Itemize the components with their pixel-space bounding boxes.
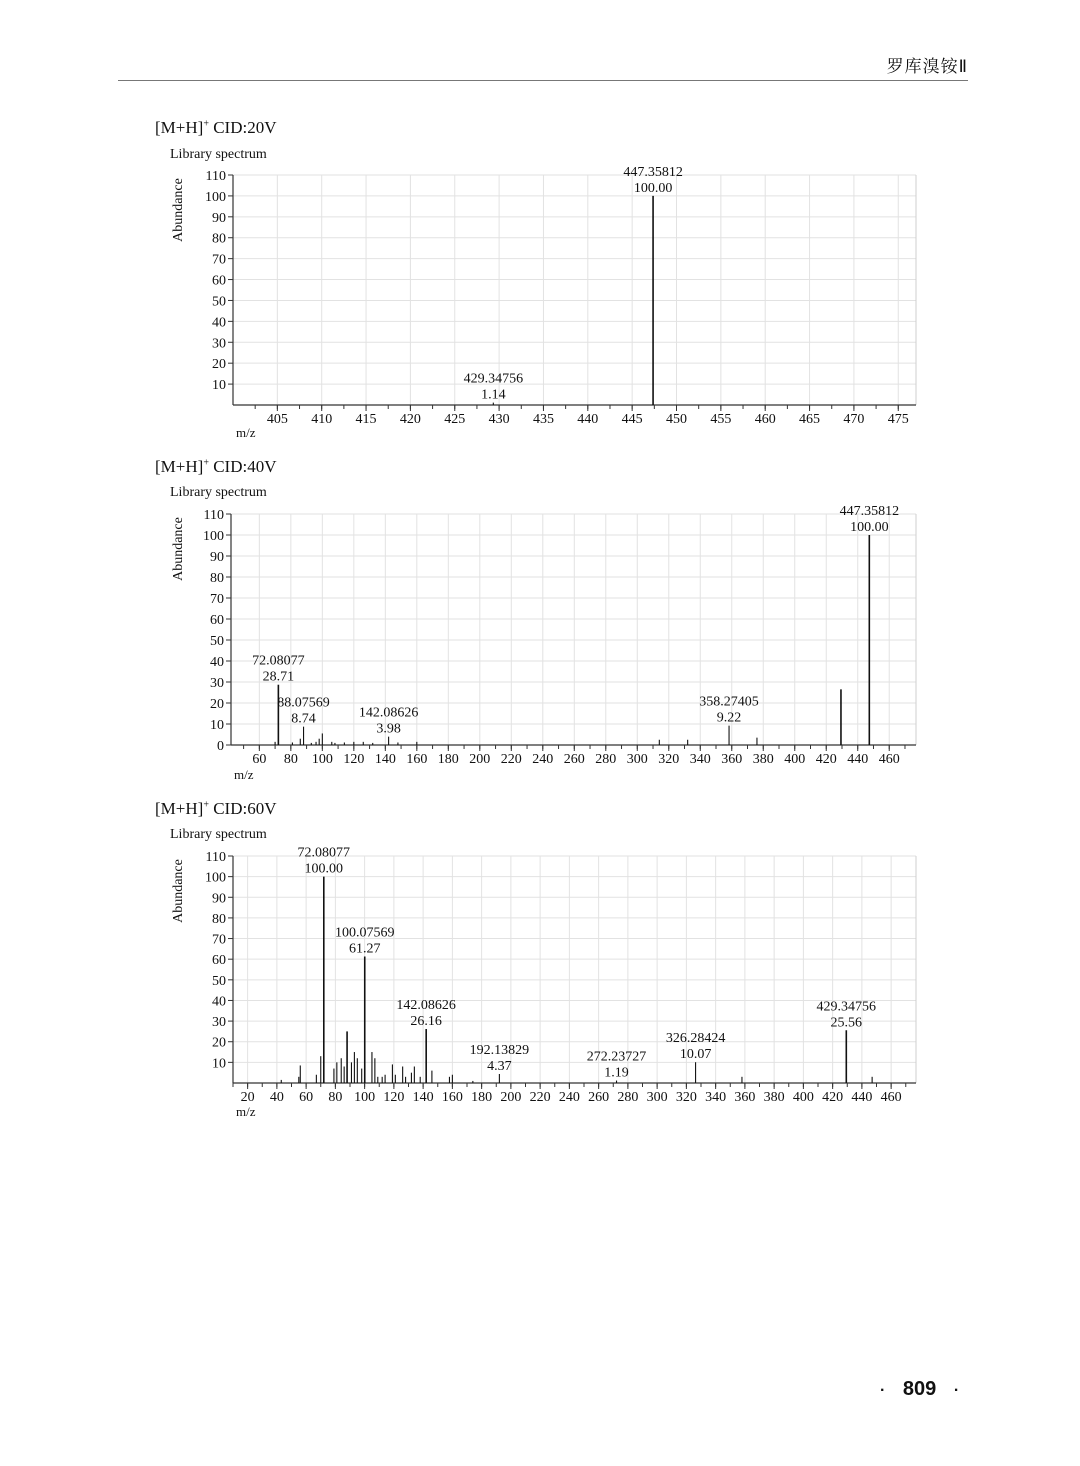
x-tick-label: 100 <box>311 752 333 767</box>
peak-mz-label: 100.07569 <box>334 925 395 941</box>
y-tick-label: 60 <box>212 953 226 969</box>
x-tick-label: 340 <box>705 1090 727 1105</box>
x-tick-label: 380 <box>752 752 774 767</box>
y-tick-label: 110 <box>205 850 226 865</box>
library-spectrum-label: Library spectrum <box>170 485 267 500</box>
x-tick-label: 420 <box>815 752 837 767</box>
x-tick-label: 320 <box>658 752 680 767</box>
x-tick-label: 440 <box>577 412 599 427</box>
y-tick-label: 40 <box>212 994 226 1010</box>
library-spectrum-label: Library spectrum <box>170 147 267 162</box>
y-tick-label: 40 <box>212 315 226 331</box>
footer-dot-left: · <box>880 1382 886 1399</box>
peak-abundance-label: 61.27 <box>348 941 381 957</box>
x-tick-label: 280 <box>617 1090 639 1105</box>
y-tick-label: 100 <box>205 870 226 886</box>
peak-mz-label: 429.34756 <box>463 371 524 387</box>
x-tick-label: 60 <box>299 1090 314 1105</box>
x-tick-label: 160 <box>406 752 428 767</box>
y-tick-label: 70 <box>210 592 224 607</box>
y-tick-label: 50 <box>212 294 226 310</box>
y-tick-label: 30 <box>210 676 224 691</box>
peak-abundance-label: 3.98 <box>376 721 401 737</box>
x-tick-label: 240 <box>558 1090 580 1105</box>
x-tick-label: 430 <box>488 412 510 427</box>
x-tick-label: 260 <box>588 1090 610 1105</box>
x-tick-label: 120 <box>343 752 365 767</box>
peak-mz-label: 326.28424 <box>665 1031 726 1047</box>
peak-abundance-label: 10.07 <box>679 1047 712 1063</box>
precursor-label: [M+H] <box>155 457 204 476</box>
x-tick-label: 360 <box>721 752 743 767</box>
x-tick-label: 440 <box>847 752 869 767</box>
peak-abundance-label: 100.00 <box>304 861 344 877</box>
x-tick-label: 20 <box>240 1090 255 1105</box>
peak-abundance-label: 26.16 <box>410 1014 442 1030</box>
x-tick-label: 455 <box>710 412 732 427</box>
cid-label: CID:20V <box>208 118 277 137</box>
library-spectrum-label: Library spectrum <box>170 827 267 842</box>
page-footer <box>880 1378 959 1401</box>
x-tick-label: 380 <box>763 1090 785 1105</box>
y-axis-label: Abundance <box>171 178 186 242</box>
y-tick-label: 20 <box>210 697 224 712</box>
x-axis-label: m/z <box>236 425 256 440</box>
y-axis-label: Abundance <box>171 517 186 581</box>
peak-abundance-label: 1.19 <box>604 1065 629 1081</box>
page-number: 809 <box>902 1378 937 1400</box>
running-header-title: 罗库溴铵Ⅱ <box>886 57 968 77</box>
peak-mz-label: 142.08626 <box>396 998 456 1014</box>
x-tick-label: 420 <box>822 1090 844 1105</box>
y-tick-label: 60 <box>212 273 226 289</box>
y-tick-label: 100 <box>205 189 226 205</box>
y-tick-label: 50 <box>210 634 224 649</box>
peak-abundance-label: 8.74 <box>291 711 316 727</box>
x-tick-label: 260 <box>563 752 585 767</box>
y-tick-label: 40 <box>210 655 224 670</box>
y-tick-label: 70 <box>212 252 226 268</box>
y-tick-label: 20 <box>212 357 226 373</box>
precursor-label: [M+H] <box>155 799 204 818</box>
y-tick-label: 0 <box>217 739 224 754</box>
y-axis-label: Abundance <box>171 859 186 923</box>
peak-abundance-label: 25.56 <box>830 1015 863 1031</box>
x-tick-label: 340 <box>689 752 711 767</box>
x-tick-label: 420 <box>399 412 421 427</box>
x-tick-label: 60 <box>252 752 267 767</box>
peak-abundance-label: 4.37 <box>487 1058 512 1074</box>
peak-mz-label: 447.35812 <box>623 164 683 180</box>
peak-abundance-label: 1.14 <box>481 387 506 403</box>
x-tick-label: 460 <box>878 752 900 767</box>
x-tick-label: 425 <box>444 412 466 427</box>
x-tick-label: 80 <box>283 752 298 767</box>
x-tick-label: 445 <box>621 412 643 427</box>
charge-sup: + <box>203 118 209 130</box>
x-tick-label: 160 <box>441 1090 463 1105</box>
x-tick-label: 240 <box>532 752 554 767</box>
peak-mz-label: 142.08626 <box>358 705 419 721</box>
y-tick-label: 90 <box>212 210 226 226</box>
charge-sup: + <box>203 799 209 811</box>
precursor-label: [M+H] <box>155 118 204 137</box>
y-tick-label: 80 <box>212 911 226 927</box>
x-tick-label: 360 <box>734 1090 756 1105</box>
x-tick-label: 410 <box>311 412 333 427</box>
y-tick-label: 90 <box>210 550 224 565</box>
x-tick-label: 200 <box>469 752 491 767</box>
peak-mz-label: 429.34756 <box>816 999 877 1015</box>
x-tick-label: 400 <box>792 1090 814 1105</box>
x-tick-label: 280 <box>595 752 617 767</box>
x-tick-label: 440 <box>851 1090 873 1105</box>
x-tick-label: 300 <box>646 1090 668 1105</box>
peak-mz-label: 358.27405 <box>699 694 759 710</box>
x-axis-label: m/z <box>236 1104 256 1119</box>
peak-mz-label: 272.23727 <box>586 1049 647 1065</box>
x-tick-label: 460 <box>754 412 776 427</box>
y-tick-label: 80 <box>212 231 226 247</box>
y-tick-label: 100 <box>203 529 224 544</box>
x-tick-label: 405 <box>266 412 288 427</box>
y-tick-label: 30 <box>212 1015 226 1031</box>
x-tick-label: 80 <box>328 1090 343 1105</box>
y-tick-label: 90 <box>212 891 226 907</box>
x-tick-label: 475 <box>887 412 909 427</box>
peak-mz-label: 88.07569 <box>277 695 330 711</box>
peak-abundance-label: 100.00 <box>850 520 889 535</box>
x-tick-label: 450 <box>666 412 688 427</box>
y-tick-label: 10 <box>210 718 224 733</box>
y-tick-label: 70 <box>212 932 226 948</box>
peak-mz-label: 72.08077 <box>252 653 305 669</box>
x-tick-label: 460 <box>880 1090 902 1105</box>
x-tick-label: 465 <box>799 412 821 427</box>
peak-abundance-label: 28.71 <box>262 669 295 685</box>
peak-mz-label: 192.13829 <box>469 1042 530 1058</box>
y-tick-label: 110 <box>203 508 224 523</box>
y-tick-label: 60 <box>210 613 224 628</box>
y-tick-label: 10 <box>212 378 226 394</box>
peak-mz-label: 447.35812 <box>839 504 900 519</box>
x-tick-label: 415 <box>355 412 377 427</box>
y-tick-label: 10 <box>212 1056 226 1072</box>
x-axis-label: m/z <box>234 767 254 782</box>
y-tick-label: 110 <box>205 169 226 184</box>
x-tick-label: 220 <box>529 1090 551 1105</box>
x-tick-label: 180 <box>437 752 459 767</box>
y-tick-label: 30 <box>212 336 226 352</box>
x-tick-label: 300 <box>626 752 648 767</box>
x-tick-label: 435 <box>532 412 554 427</box>
peak-abundance-label: 100.00 <box>633 180 673 196</box>
x-tick-label: 200 <box>500 1090 522 1105</box>
x-tick-label: 40 <box>269 1090 284 1105</box>
y-tick-label: 20 <box>212 1035 226 1051</box>
charge-sup: + <box>203 457 209 469</box>
y-tick-label: 80 <box>210 571 224 586</box>
x-tick-label: 400 <box>784 752 806 767</box>
x-tick-label: 470 <box>843 412 865 427</box>
cid-label: CID:40V <box>208 457 277 476</box>
x-tick-label: 120 <box>383 1090 405 1105</box>
x-tick-label: 140 <box>412 1090 434 1105</box>
x-tick-label: 180 <box>471 1090 493 1105</box>
peak-mz-label: 72.08077 <box>297 845 351 861</box>
x-tick-label: 100 <box>354 1090 376 1105</box>
footer-dot-right: · <box>953 1382 960 1399</box>
x-tick-label: 140 <box>374 752 396 767</box>
x-tick-label: 320 <box>675 1090 697 1105</box>
peak-abundance-label: 9.22 <box>716 710 742 726</box>
y-tick-label: 50 <box>212 973 226 989</box>
cid-label: CID:60V <box>208 799 277 818</box>
x-tick-label: 220 <box>500 752 522 767</box>
